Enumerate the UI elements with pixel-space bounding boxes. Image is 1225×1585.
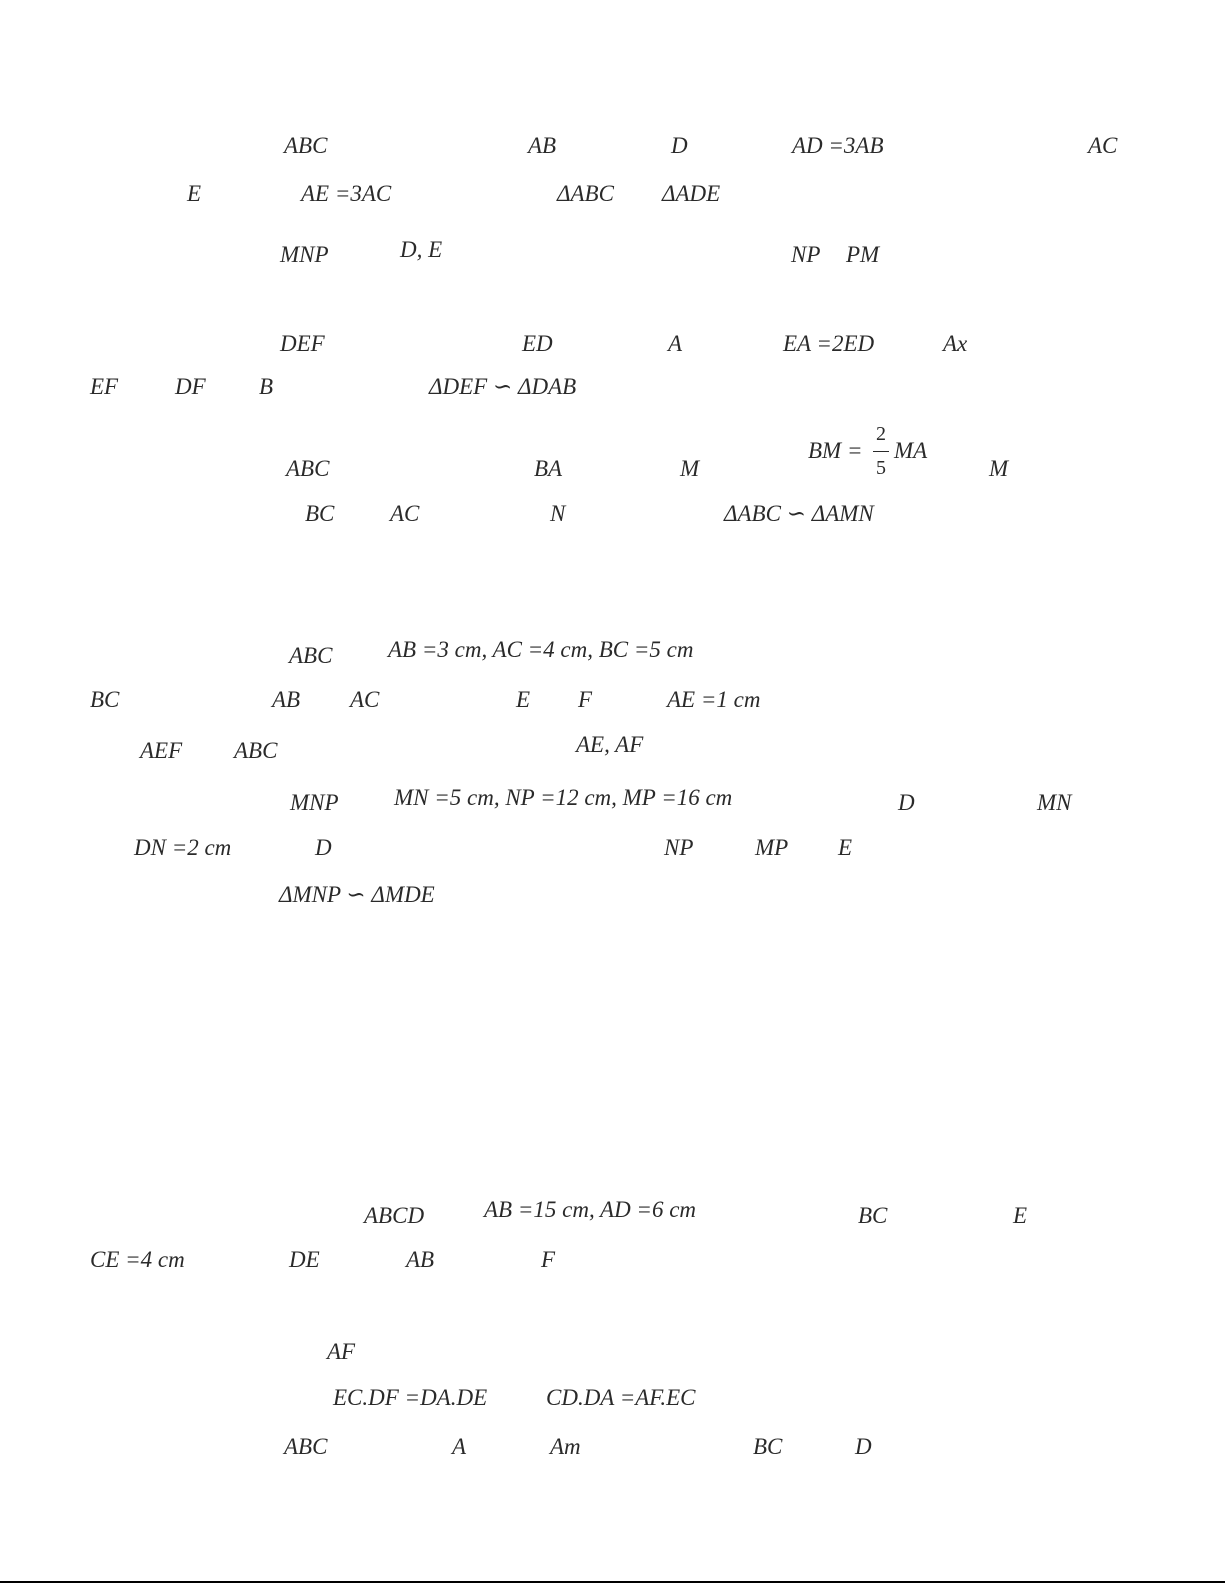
math-term: AC xyxy=(390,501,420,526)
math-term: AC xyxy=(350,687,380,712)
math-term: M xyxy=(989,456,1009,481)
math-term: ABC xyxy=(286,456,330,481)
math-term: A xyxy=(668,331,683,356)
math-term: ΔABC ∽ ΔAMN xyxy=(724,501,874,526)
math-term: ΔABC xyxy=(557,181,614,206)
math-term: DN =2 cm xyxy=(134,835,232,860)
math-term: DF xyxy=(175,374,206,399)
math-term: ABCD xyxy=(364,1203,425,1228)
fraction-bar xyxy=(873,451,889,452)
math-term: BA xyxy=(534,456,563,481)
math-term: ABC xyxy=(284,1434,328,1459)
math-term: MP xyxy=(755,835,789,860)
math-term: ΔADE xyxy=(662,181,721,206)
math-term: BC xyxy=(753,1434,783,1459)
math-term: AB xyxy=(272,687,301,712)
math-term: M xyxy=(680,456,700,481)
math-term: BC xyxy=(90,687,120,712)
page-bottom-rule xyxy=(0,1581,1225,1583)
math-term: AE, AF xyxy=(576,732,644,757)
math-term: MNP xyxy=(290,790,339,815)
math-term: E xyxy=(187,181,202,206)
math-term: ΔDEF ∽ ΔDAB xyxy=(429,374,577,399)
math-term: AB =3 cm, AC =4 cm, BC =5 cm xyxy=(388,637,694,662)
math-term: EC.DF =DA.DE xyxy=(333,1385,488,1410)
math-term: E xyxy=(1013,1203,1028,1228)
math-term: D xyxy=(315,835,332,860)
math-term: EA =2ED xyxy=(783,331,875,356)
math-term: MNP xyxy=(280,242,329,267)
math-term: AEF xyxy=(140,738,183,763)
math-term: Ax xyxy=(943,331,968,356)
math-term: AE =3AC xyxy=(301,181,392,206)
math-term: AB =15 cm, AD =6 cm xyxy=(484,1197,697,1222)
math-term: CD.DA =AF.EC xyxy=(546,1385,696,1410)
math-term: BM = xyxy=(808,438,863,463)
math-term: B xyxy=(259,374,274,399)
math-term: ED xyxy=(522,331,553,356)
math-term: DEF xyxy=(280,331,325,356)
math-term: ABC xyxy=(284,133,328,158)
math-term: D xyxy=(898,790,915,815)
math-term: AB xyxy=(406,1247,435,1272)
math-term: Am xyxy=(550,1434,581,1459)
math-term: PM xyxy=(846,242,880,267)
math-term: ΔMNP ∽ ΔMDE xyxy=(279,882,435,907)
math-term: BC xyxy=(858,1203,888,1228)
math-term: F xyxy=(578,687,593,712)
math-term: DE xyxy=(289,1247,320,1272)
math-term: MN xyxy=(1037,790,1072,815)
fraction-denominator: 5 xyxy=(876,457,886,479)
math-term: F xyxy=(541,1247,556,1272)
math-term: EF xyxy=(90,374,119,399)
math-term: AB xyxy=(528,133,557,158)
math-term: AF xyxy=(327,1339,356,1364)
math-term: NP xyxy=(791,242,821,267)
math-term: BC xyxy=(305,501,335,526)
math-term: D xyxy=(855,1434,872,1459)
math-term: AD =3AB xyxy=(792,133,884,158)
math-term: D xyxy=(671,133,688,158)
math-term: ABC xyxy=(289,643,333,668)
math-term: D, E xyxy=(400,237,443,262)
math-term: E xyxy=(516,687,531,712)
math-term: MN =5 cm, NP =12 cm, MP =16 cm xyxy=(394,785,733,810)
math-term: E xyxy=(838,835,853,860)
math-term: A xyxy=(452,1434,467,1459)
math-term: NP xyxy=(664,835,694,860)
fraction-numerator: 2 xyxy=(876,423,886,445)
math-term: ABC xyxy=(234,738,278,763)
math-term: AC xyxy=(1088,133,1118,158)
math-term: CE =4 cm xyxy=(90,1247,185,1272)
math-term: N xyxy=(550,501,566,526)
math-term: AE =1 cm xyxy=(667,687,761,712)
math-term: MA xyxy=(894,438,928,463)
